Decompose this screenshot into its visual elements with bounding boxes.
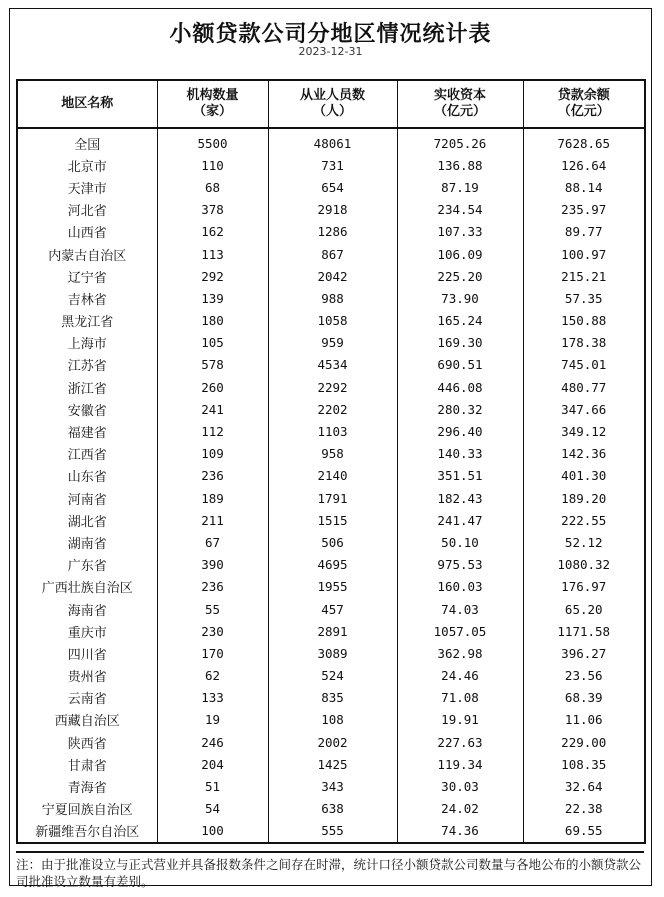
cell-paid-in-capital: 280.32 — [397, 398, 523, 420]
table-row — [17, 332, 645, 354]
cell-loan-balance: 1171.58 — [523, 620, 645, 642]
footnote: 注：由于批准设立与正式营业并具备报数条件之间存在时滞，统计口径小额贷款公司数量与各地公布的小额贷款公司批准设立数量有差别。 — [16, 851, 644, 890]
table-row — [17, 465, 645, 487]
header-employees — [268, 80, 397, 128]
table-row — [17, 420, 645, 442]
cell-region: 湖北省 — [17, 509, 157, 531]
cell-region: 福建省 — [17, 420, 157, 442]
cell-region: 北京市 — [17, 154, 157, 176]
cell-loan-balance: 68.39 — [523, 687, 645, 709]
cell-loan-balance: 108.35 — [523, 753, 645, 775]
cell-institutions: 55 — [157, 598, 268, 620]
cell-employees: 1955 — [268, 576, 397, 598]
cell-loan-balance: 235.97 — [523, 199, 645, 221]
header-paid-in-capital-label: 实收资本 — [433, 88, 486, 103]
cell-loan-balance: 347.66 — [523, 398, 645, 420]
cell-paid-in-capital: 140.33 — [397, 443, 523, 465]
cell-institutions: 67 — [157, 531, 268, 553]
cell-employees: 867 — [268, 243, 397, 265]
cell-paid-in-capital: 87.19 — [397, 176, 523, 198]
cell-employees: 4534 — [268, 354, 397, 376]
table-row — [17, 154, 645, 176]
cell-employees: 2042 — [268, 265, 397, 287]
cell-employees: 654 — [268, 176, 397, 198]
cell-loan-balance: 89.77 — [523, 221, 645, 243]
table-row — [17, 376, 645, 398]
cell-loan-balance: 7628.65 — [523, 128, 645, 154]
table-header-row — [17, 80, 645, 128]
cell-loan-balance: 215.21 — [523, 265, 645, 287]
cell-institutions: 170 — [157, 642, 268, 664]
cell-loan-balance: 23.56 — [523, 665, 645, 687]
table-row — [17, 665, 645, 687]
cell-loan-balance: 229.00 — [523, 731, 645, 753]
table-row — [17, 620, 645, 642]
cell-institutions: 62 — [157, 665, 268, 687]
cell-region: 四川省 — [17, 642, 157, 664]
cell-region: 全国 — [17, 128, 157, 154]
cell-region: 上海市 — [17, 332, 157, 354]
cell-institutions: 241 — [157, 398, 268, 420]
header-employees-label: 从业人员数 — [299, 88, 365, 103]
cell-employees: 1791 — [268, 487, 397, 509]
cell-employees: 1103 — [268, 420, 397, 442]
cell-institutions: 105 — [157, 332, 268, 354]
table-row — [17, 443, 645, 465]
cell-employees: 457 — [268, 598, 397, 620]
cell-loan-balance: 401.30 — [523, 465, 645, 487]
cell-institutions: 51 — [157, 775, 268, 797]
header-employees-unit: （人） — [312, 104, 352, 119]
cell-employees: 835 — [268, 687, 397, 709]
table-row — [17, 398, 645, 420]
table-row — [17, 354, 645, 376]
cell-loan-balance: 52.12 — [523, 531, 645, 553]
cell-region: 广西壮族自治区 — [17, 576, 157, 598]
cell-employees: 48061 — [268, 128, 397, 154]
cell-paid-in-capital: 225.20 — [397, 265, 523, 287]
table-row — [17, 687, 645, 709]
header-loan-balance-label: 贷款余额 — [557, 88, 610, 103]
cell-region: 山西省 — [17, 221, 157, 243]
cell-paid-in-capital: 241.47 — [397, 509, 523, 531]
cell-region: 山东省 — [17, 465, 157, 487]
cell-region: 天津市 — [17, 176, 157, 198]
cell-paid-in-capital: 71.08 — [397, 687, 523, 709]
cell-employees: 555 — [268, 820, 397, 843]
cell-institutions: 19 — [157, 709, 268, 731]
cell-loan-balance: 745.01 — [523, 354, 645, 376]
cell-employees: 343 — [268, 775, 397, 797]
cell-paid-in-capital: 227.63 — [397, 731, 523, 753]
cell-paid-in-capital: 74.36 — [397, 820, 523, 843]
table-row — [17, 221, 645, 243]
cell-institutions: 113 — [157, 243, 268, 265]
cell-loan-balance: 11.06 — [523, 709, 645, 731]
cell-loan-balance: 222.55 — [523, 509, 645, 531]
header-paid-in-capital — [397, 80, 523, 128]
cell-loan-balance: 126.64 — [523, 154, 645, 176]
cell-region: 河南省 — [17, 487, 157, 509]
cell-paid-in-capital: 106.09 — [397, 243, 523, 265]
cell-paid-in-capital: 107.33 — [397, 221, 523, 243]
cell-institutions: 236 — [157, 465, 268, 487]
cell-paid-in-capital: 169.30 — [397, 332, 523, 354]
cell-region: 甘肃省 — [17, 753, 157, 775]
cell-paid-in-capital: 234.54 — [397, 199, 523, 221]
header-institutions-unit: （家） — [192, 104, 232, 119]
cell-institutions: 54 — [157, 798, 268, 820]
cell-institutions: 260 — [157, 376, 268, 398]
header-region-label: 地区名称 — [61, 96, 114, 111]
cell-loan-balance: 65.20 — [523, 598, 645, 620]
cell-employees: 959 — [268, 332, 397, 354]
cell-paid-in-capital: 119.34 — [397, 753, 523, 775]
cell-employees: 1515 — [268, 509, 397, 531]
cell-paid-in-capital: 362.98 — [397, 642, 523, 664]
cell-employees: 2202 — [268, 398, 397, 420]
cell-region: 西藏自治区 — [17, 709, 157, 731]
table-row — [17, 775, 645, 797]
cell-region: 黑龙江省 — [17, 310, 157, 332]
cell-region: 宁夏回族自治区 — [17, 798, 157, 820]
cell-region: 重庆市 — [17, 620, 157, 642]
cell-paid-in-capital: 50.10 — [397, 531, 523, 553]
cell-employees: 2002 — [268, 731, 397, 753]
cell-employees: 1286 — [268, 221, 397, 243]
cell-paid-in-capital: 165.24 — [397, 310, 523, 332]
cell-region: 吉林省 — [17, 287, 157, 309]
cell-loan-balance: 480.77 — [523, 376, 645, 398]
cell-institutions: 390 — [157, 554, 268, 576]
cell-loan-balance: 189.20 — [523, 487, 645, 509]
cell-employees: 2292 — [268, 376, 397, 398]
cell-loan-balance: 349.12 — [523, 420, 645, 442]
table-row — [17, 554, 645, 576]
cell-institutions: 112 — [157, 420, 268, 442]
cell-loan-balance: 178.38 — [523, 332, 645, 354]
cell-loan-balance: 1080.32 — [523, 554, 645, 576]
table-row — [17, 265, 645, 287]
cell-paid-in-capital: 446.08 — [397, 376, 523, 398]
cell-employees: 731 — [268, 154, 397, 176]
document-frame — [9, 8, 652, 889]
cell-institutions: 246 — [157, 731, 268, 753]
cell-employees: 2891 — [268, 620, 397, 642]
table-row — [17, 199, 645, 221]
cell-loan-balance: 100.97 — [523, 243, 645, 265]
header-loan-balance-unit: （亿元） — [557, 104, 610, 119]
table-row — [17, 820, 645, 843]
table-row — [17, 731, 645, 753]
table-row — [17, 576, 645, 598]
cell-paid-in-capital: 74.03 — [397, 598, 523, 620]
cell-region: 广东省 — [17, 554, 157, 576]
cell-paid-in-capital: 30.03 — [397, 775, 523, 797]
cell-institutions: 211 — [157, 509, 268, 531]
table-row — [17, 287, 645, 309]
cell-employees: 958 — [268, 443, 397, 465]
cell-region: 浙江省 — [17, 376, 157, 398]
cell-loan-balance: 88.14 — [523, 176, 645, 198]
cell-paid-in-capital: 160.03 — [397, 576, 523, 598]
table-row — [17, 531, 645, 553]
table-row — [17, 128, 645, 154]
cell-region: 海南省 — [17, 598, 157, 620]
cell-region: 安徽省 — [17, 398, 157, 420]
header-loan-balance — [523, 80, 645, 128]
cell-region: 江苏省 — [17, 354, 157, 376]
table-row — [17, 176, 645, 198]
cell-employees: 1058 — [268, 310, 397, 332]
cell-loan-balance: 150.88 — [523, 310, 645, 332]
cell-institutions: 109 — [157, 443, 268, 465]
cell-institutions: 236 — [157, 576, 268, 598]
report-date: 2023-12-31 — [298, 45, 363, 58]
cell-institutions: 292 — [157, 265, 268, 287]
cell-paid-in-capital: 24.02 — [397, 798, 523, 820]
table-body — [17, 128, 645, 843]
table-row — [17, 310, 645, 332]
cell-region: 云南省 — [17, 687, 157, 709]
cell-region: 江西省 — [17, 443, 157, 465]
header-institutions-label: 机构数量 — [186, 88, 239, 103]
cell-loan-balance: 22.38 — [523, 798, 645, 820]
cell-institutions: 110 — [157, 154, 268, 176]
cell-employees: 3089 — [268, 642, 397, 664]
table-row — [17, 642, 645, 664]
cell-paid-in-capital: 19.91 — [397, 709, 523, 731]
table-row — [17, 753, 645, 775]
table-row — [17, 798, 645, 820]
cell-region: 陕西省 — [17, 731, 157, 753]
cell-region: 湖南省 — [17, 531, 157, 553]
table-row — [17, 243, 645, 265]
cell-employees: 108 — [268, 709, 397, 731]
cell-employees: 988 — [268, 287, 397, 309]
cell-paid-in-capital: 975.53 — [397, 554, 523, 576]
cell-region: 新疆维吾尔自治区 — [17, 820, 157, 843]
cell-region: 贵州省 — [17, 665, 157, 687]
cell-employees: 2918 — [268, 199, 397, 221]
cell-institutions: 5500 — [157, 128, 268, 154]
cell-paid-in-capital: 182.43 — [397, 487, 523, 509]
cell-institutions: 100 — [157, 820, 268, 843]
header-paid-in-capital-unit: （亿元） — [433, 104, 486, 119]
cell-paid-in-capital: 136.88 — [397, 154, 523, 176]
table-row — [17, 598, 645, 620]
cell-loan-balance: 69.55 — [523, 820, 645, 843]
cell-paid-in-capital: 7205.26 — [397, 128, 523, 154]
table-row — [17, 487, 645, 509]
cell-institutions: 189 — [157, 487, 268, 509]
cell-region: 内蒙古自治区 — [17, 243, 157, 265]
cell-paid-in-capital: 24.46 — [397, 665, 523, 687]
cell-paid-in-capital: 690.51 — [397, 354, 523, 376]
statistics-table — [16, 79, 646, 844]
cell-region: 青海省 — [17, 775, 157, 797]
header-region — [17, 80, 157, 128]
cell-institutions: 180 — [157, 310, 268, 332]
cell-institutions: 578 — [157, 354, 268, 376]
cell-employees: 1425 — [268, 753, 397, 775]
cell-loan-balance: 396.27 — [523, 642, 645, 664]
cell-institutions: 204 — [157, 753, 268, 775]
cell-institutions: 139 — [157, 287, 268, 309]
cell-employees: 524 — [268, 665, 397, 687]
cell-institutions: 378 — [157, 199, 268, 221]
cell-institutions: 162 — [157, 221, 268, 243]
cell-paid-in-capital: 73.90 — [397, 287, 523, 309]
cell-loan-balance: 142.36 — [523, 443, 645, 465]
page-title: 小额贷款公司分地区情况统计表 — [169, 22, 492, 47]
cell-employees: 506 — [268, 531, 397, 553]
cell-region: 河北省 — [17, 199, 157, 221]
cell-institutions: 68 — [157, 176, 268, 198]
table-row — [17, 709, 645, 731]
cell-loan-balance: 32.64 — [523, 775, 645, 797]
cell-loan-balance: 57.35 — [523, 287, 645, 309]
cell-employees: 4695 — [268, 554, 397, 576]
cell-employees: 638 — [268, 798, 397, 820]
cell-paid-in-capital: 351.51 — [397, 465, 523, 487]
cell-paid-in-capital: 1057.05 — [397, 620, 523, 642]
cell-employees: 2140 — [268, 465, 397, 487]
cell-paid-in-capital: 296.40 — [397, 420, 523, 442]
table-row — [17, 509, 645, 531]
header-institutions — [157, 80, 268, 128]
cell-region: 辽宁省 — [17, 265, 157, 287]
cell-loan-balance: 176.97 — [523, 576, 645, 598]
cell-institutions: 230 — [157, 620, 268, 642]
cell-institutions: 133 — [157, 687, 268, 709]
